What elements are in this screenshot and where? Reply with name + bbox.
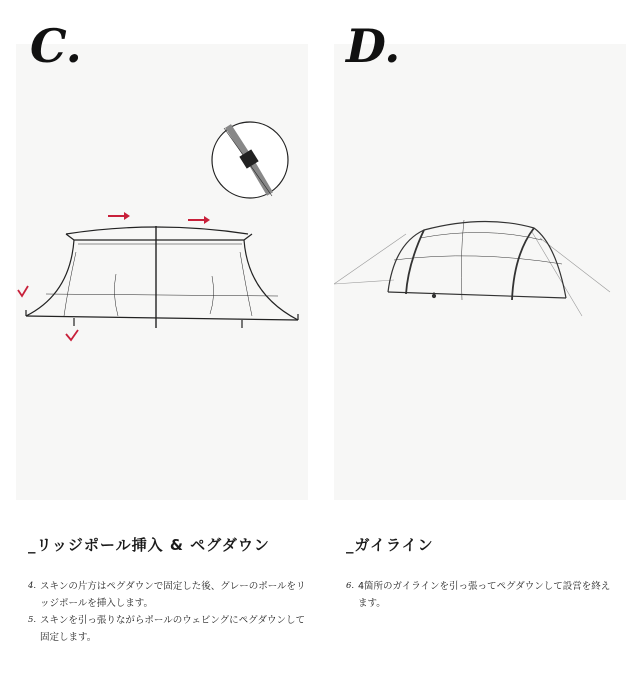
section-heading-guyline: _ガイライン (346, 536, 434, 554)
step-number: 6. (346, 581, 355, 591)
section-letter-c: C. (30, 19, 82, 73)
step-number: 5. (28, 615, 37, 625)
step-item (28, 578, 308, 612)
illustration-panel-c (16, 44, 308, 500)
step-text: スキンを引っ張りながらポールのウェビングにペグダウンして固定します。 (40, 615, 305, 643)
section-letter-d: D. (346, 19, 401, 73)
tent-guyline-illustration (334, 44, 626, 500)
steps-list-c (28, 578, 308, 646)
step-text: 4箇所のガイラインを引っ張ってペグダウンして設営を終えます。 (358, 581, 611, 609)
step-number: 4. (28, 581, 37, 591)
section-heading-ridge-pole: _リッジポール挿入 & ペグダウン (28, 536, 270, 554)
step-text: スキンの片方はペグダウンで固定した後、グレーのポールをリッジポールを挿入します。 (40, 581, 306, 609)
step-item (346, 578, 616, 612)
step-item (28, 612, 308, 646)
illustration-panel-d (334, 44, 626, 500)
tent-ridge-pole-illustration (16, 44, 308, 500)
steps-list-d (346, 578, 616, 612)
